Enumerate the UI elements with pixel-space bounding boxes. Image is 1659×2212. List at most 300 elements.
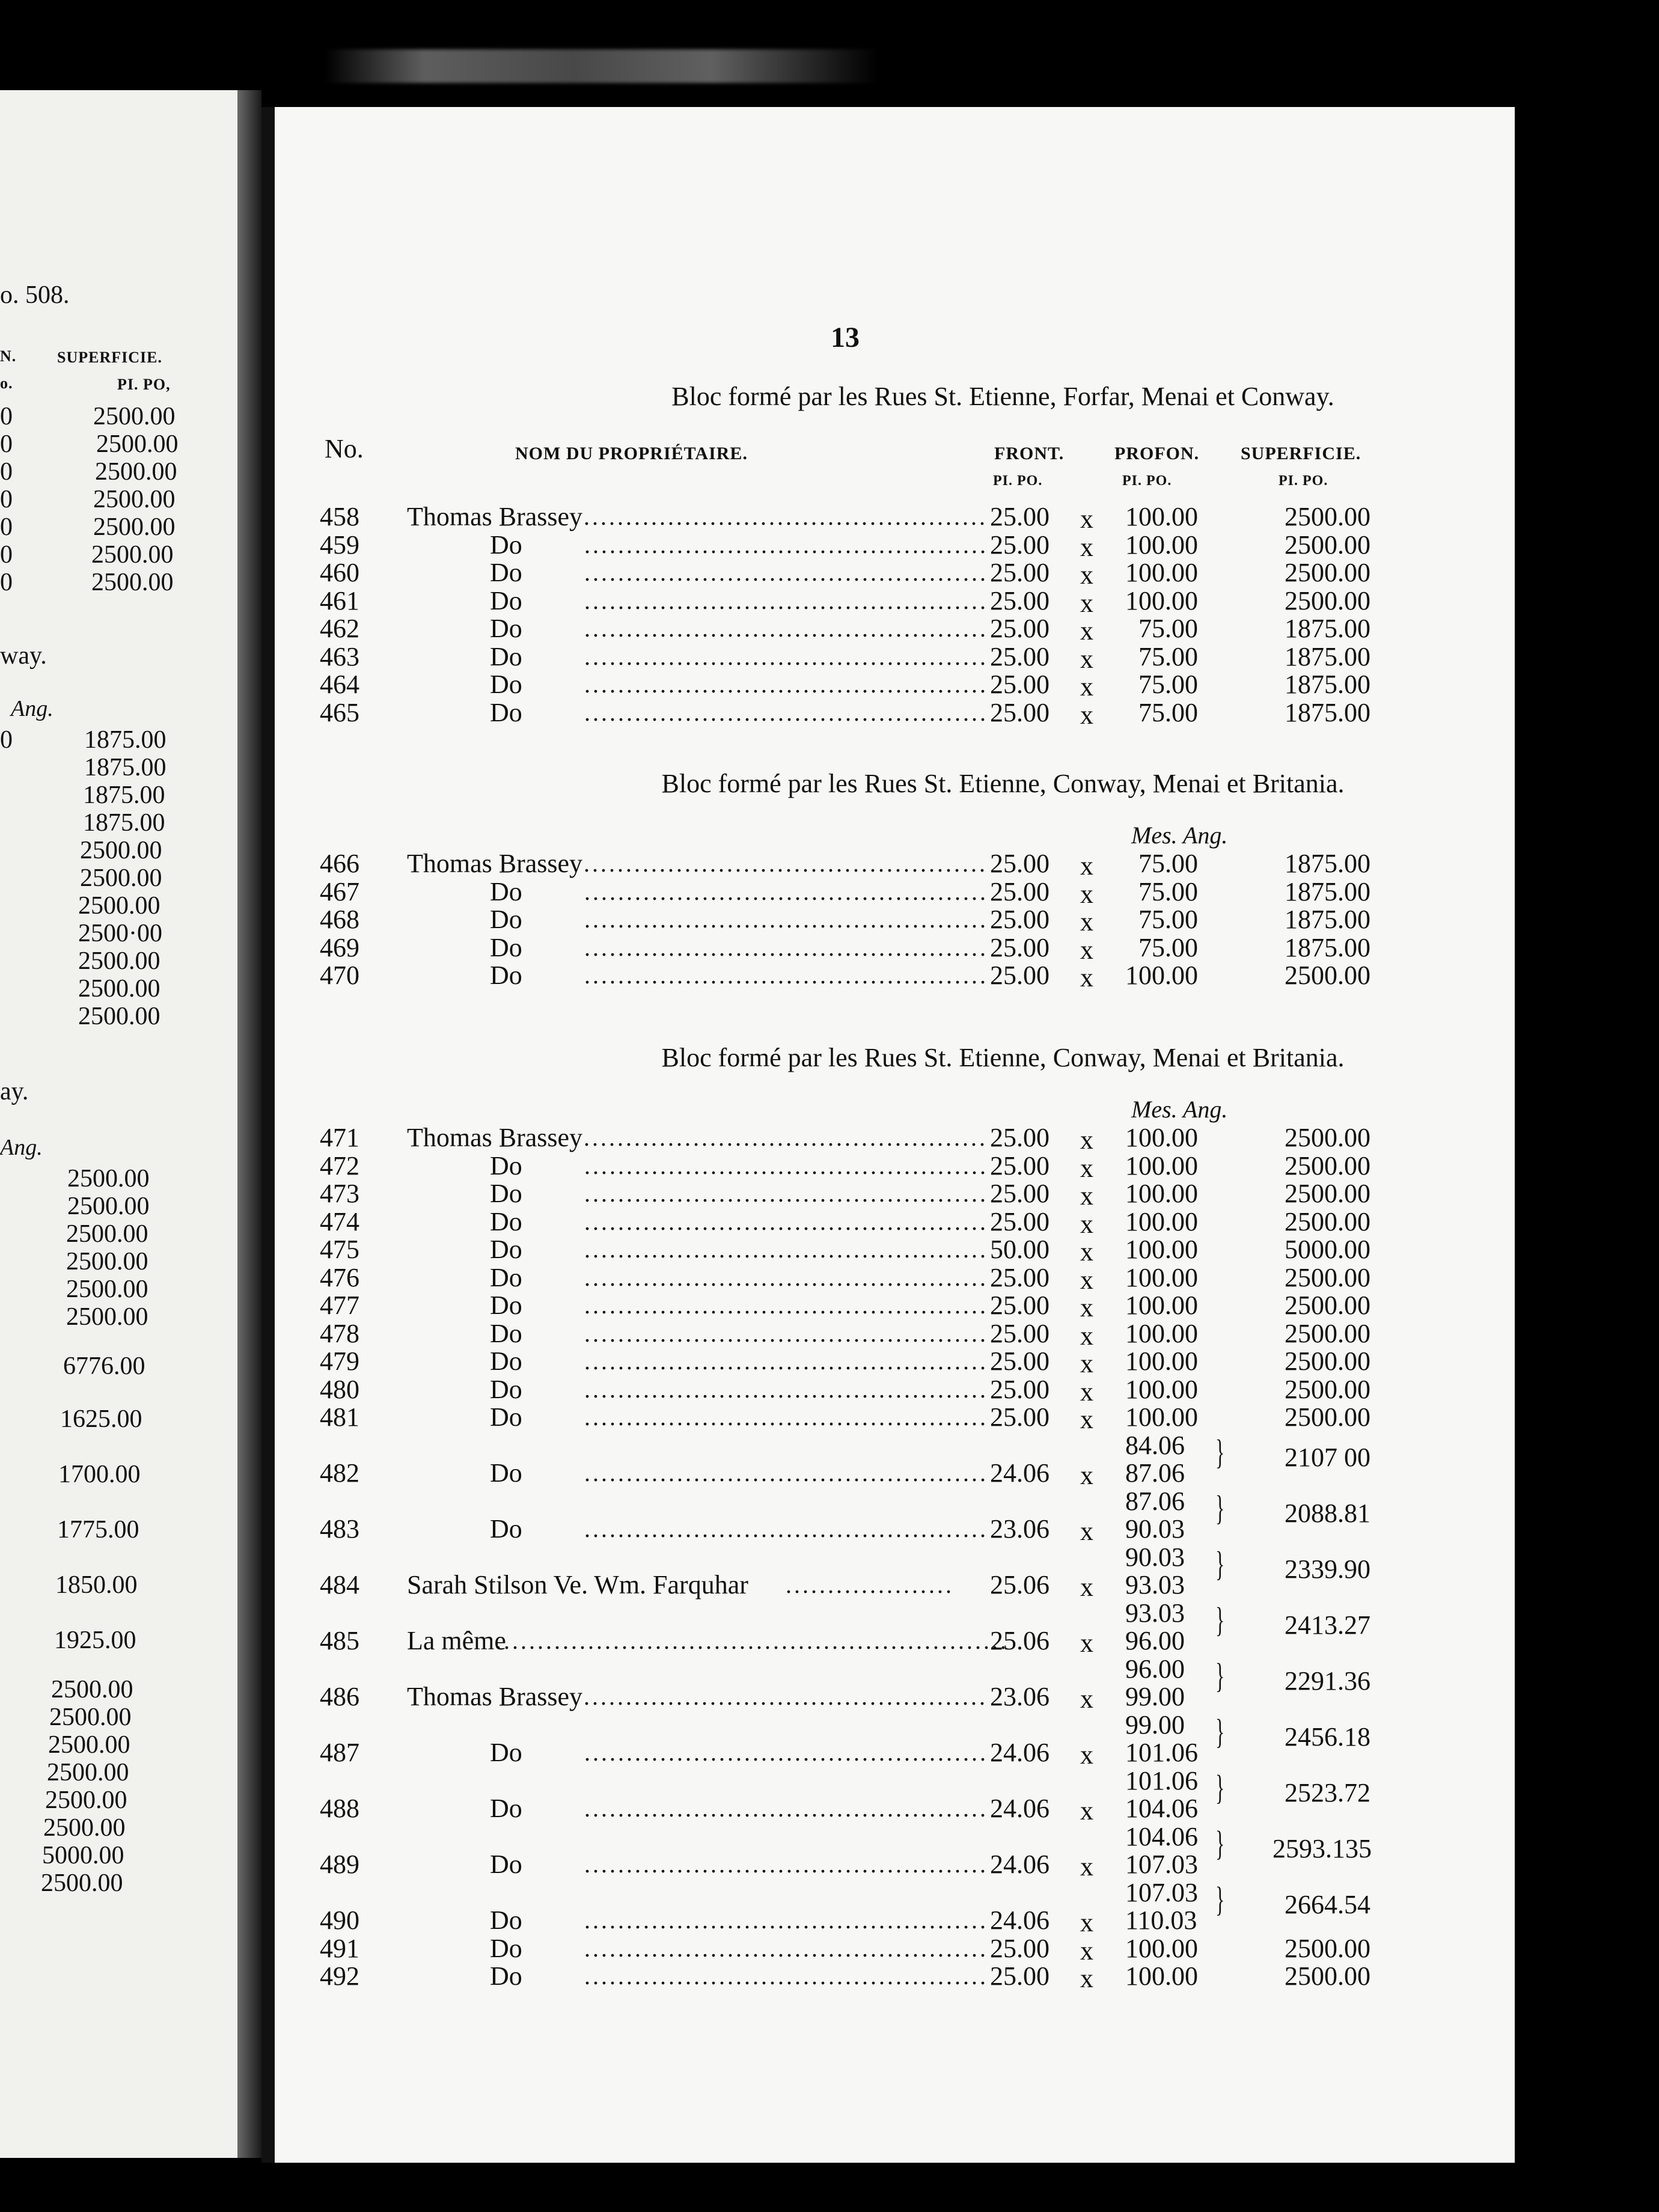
dot-leader: ................................................: [584, 1739, 988, 1766]
lot-number: 476: [320, 1262, 359, 1292]
times-sign: x: [1080, 851, 1093, 881]
owner-name: Sarah Stilson Ve. Wm. Farquhar: [407, 1570, 748, 1599]
facing-page-text: 2500·00: [78, 920, 162, 947]
dot-leader: ................................................: [584, 671, 988, 698]
facing-page-text: 2500.00: [91, 569, 174, 596]
times-sign: x: [1080, 1293, 1093, 1322]
facing-page-text: o. 508.: [0, 281, 70, 309]
front-value: 24.06: [990, 1905, 1049, 1935]
mes-ang-header: Mes. Ang.: [1131, 1096, 1228, 1123]
superficie-value: 1875.00: [1285, 670, 1370, 699]
facing-page-text: 2500.00: [95, 458, 177, 486]
front-value: 25.06: [990, 1570, 1049, 1599]
profon-value-upper: 99.00: [1125, 1709, 1185, 1740]
dot-leader: ................................................: [584, 1375, 988, 1403]
dot-leader: ................................................: [584, 1236, 988, 1263]
brace-glyph: }: [1215, 1599, 1225, 1639]
facing-page-text: 2500.00: [80, 864, 162, 892]
owner-name: Do: [490, 1514, 522, 1544]
facing-page-text: 1875.00: [84, 754, 167, 781]
profon-value: 100.00: [1125, 1206, 1198, 1236]
times-sign: x: [1080, 1349, 1093, 1378]
times-sign: x: [1080, 907, 1093, 936]
front-value: 25.00: [990, 585, 1049, 616]
facing-page-text: 0: [0, 458, 13, 486]
front-value: 25.00: [990, 849, 1049, 878]
owner-name: Thomas Brassey: [407, 1123, 583, 1152]
profon-value-upper: 90.03: [1125, 1542, 1185, 1572]
times-sign: x: [1080, 1321, 1093, 1351]
front-value: 25.00: [990, 670, 1049, 699]
facing-page-text: 0: [0, 569, 13, 596]
facing-page-text: 2500.00: [41, 1869, 123, 1897]
front-value: 50.00: [990, 1235, 1049, 1264]
superficie-value: 2593.135: [1273, 1833, 1372, 1863]
profon-value: 100.00: [1125, 585, 1198, 616]
profon-value-lower: 104.06: [1125, 1794, 1198, 1823]
dot-leader: ................................................: [584, 1292, 988, 1319]
profon-value-upper: 87.06: [1125, 1486, 1185, 1516]
dot-leader: ................................................: [584, 559, 988, 586]
dot-leader: ................................................: [584, 1795, 988, 1822]
profon-value-lower: 107.03: [1125, 1850, 1198, 1879]
superficie-value: 1875.00: [1285, 641, 1370, 671]
dot-leader: ................................................: [584, 878, 988, 905]
lot-number: 489: [320, 1850, 359, 1879]
lot-number: 462: [320, 614, 359, 643]
times-sign: x: [1080, 504, 1093, 534]
dot-leader: ................................................: [584, 1348, 988, 1375]
document-page: [261, 107, 1515, 2163]
brace-glyph: }: [1215, 1879, 1225, 1919]
profon-value: 100.00: [1125, 1346, 1198, 1376]
times-sign: x: [1080, 1376, 1093, 1407]
column-header-superficie: SUPERFICIE.: [1241, 444, 1361, 463]
lot-number: 490: [320, 1905, 359, 1935]
facing-page-text: 2500.00: [51, 1676, 133, 1703]
owner-name: Do: [490, 670, 522, 699]
front-value: 25.00: [990, 641, 1049, 671]
owner-name: Do: [490, 1318, 522, 1348]
page-number: 13: [831, 322, 860, 353]
lot-number: 481: [320, 1402, 359, 1432]
profon-value-upper: 104.06: [1125, 1821, 1198, 1851]
facing-page-text: 2500.00: [66, 1303, 148, 1331]
times-sign: x: [1080, 1153, 1093, 1183]
superficie-value: 2500.00: [1285, 1206, 1370, 1236]
facing-page-text: 5000.00: [42, 1842, 124, 1869]
lot-number: 478: [320, 1318, 359, 1348]
lot-number: 475: [320, 1235, 359, 1264]
owner-name: Do: [490, 697, 522, 727]
facing-page-text: Ang.: [0, 1135, 43, 1160]
front-value: 25.00: [990, 905, 1049, 934]
unit-header-front: PI. PO.: [993, 473, 1043, 489]
owner-name: Do: [490, 530, 522, 560]
block-title: Bloc formé par les Rues St. Etienne, Conway, Menai et Britania.: [661, 769, 1345, 798]
facing-page-text: 1850.00: [55, 1571, 138, 1599]
superficie-value: 1875.00: [1285, 849, 1370, 878]
dot-leader: ................................................: [584, 503, 988, 530]
times-sign: x: [1080, 616, 1093, 646]
facing-page-text: 2500.00: [67, 1165, 150, 1193]
owner-name: Do: [490, 1262, 522, 1292]
superficie-value: 1875.00: [1285, 614, 1370, 643]
lot-number: 459: [320, 530, 359, 560]
front-value: 25.00: [990, 502, 1049, 531]
times-sign: x: [1080, 1628, 1093, 1658]
column-header-profon: PROFON.: [1114, 444, 1200, 463]
lot-number: 472: [320, 1150, 359, 1181]
facing-page-text: ay.: [0, 1078, 29, 1105]
times-sign: x: [1080, 1265, 1093, 1295]
owner-name: Do: [490, 876, 522, 906]
facing-page-text: 2500.00: [48, 1731, 130, 1759]
brace-glyph: }: [1215, 1655, 1225, 1695]
superficie-value: 2291.36: [1285, 1666, 1370, 1696]
times-sign: x: [1080, 1796, 1093, 1826]
scan-edge: [1515, 107, 1560, 2211]
owner-name: Do: [490, 1850, 522, 1879]
front-value: 25.00: [990, 1262, 1049, 1292]
lot-number: 466: [320, 849, 359, 878]
times-sign: x: [1080, 1936, 1093, 1966]
superficie-value: 2107 00: [1285, 1442, 1370, 1472]
times-sign: x: [1080, 1964, 1093, 1993]
profon-value: 75.00: [1138, 697, 1198, 727]
dot-leader: ................................................: [584, 1208, 988, 1235]
dot-leader: ................................................: [584, 1907, 988, 1934]
profon-value-lower: 96.00: [1125, 1626, 1185, 1655]
owner-name: Do: [490, 961, 522, 990]
profon-value: 75.00: [1138, 614, 1198, 643]
facing-page-text: o.: [0, 374, 13, 392]
times-sign: x: [1080, 1684, 1093, 1714]
lot-number: 474: [320, 1206, 359, 1236]
times-sign: x: [1080, 672, 1093, 701]
times-sign: x: [1080, 963, 1093, 992]
dot-leader: .............................................................: [495, 1627, 1009, 1654]
dot-leader: ................................................: [584, 933, 988, 961]
superficie-value: 2500.00: [1285, 1346, 1370, 1376]
dot-leader: ................................................: [584, 615, 988, 642]
owner-name: Do: [490, 1794, 522, 1823]
times-sign: x: [1080, 560, 1093, 590]
times-sign: x: [1080, 1181, 1093, 1211]
facing-page-text: 2500.00: [80, 837, 162, 864]
facing-page-text: 1775.00: [57, 1516, 139, 1544]
profon-value: 100.00: [1125, 961, 1198, 990]
times-sign: x: [1080, 1572, 1093, 1602]
superficie-value: 2500.00: [1285, 1961, 1370, 1991]
owner-name: Do: [490, 1933, 522, 1963]
profon-value-lower: 99.00: [1125, 1682, 1185, 1711]
facing-page-text: 0: [0, 403, 13, 430]
lot-number: 463: [320, 641, 359, 671]
dot-leader: ................................................: [584, 1515, 988, 1542]
owner-name: Thomas Brassey: [407, 849, 583, 878]
front-value: 24.06: [990, 1794, 1049, 1823]
dot-leader: ................................................: [584, 1683, 988, 1710]
times-sign: x: [1080, 644, 1093, 674]
superficie-value: 2413.27: [1285, 1610, 1370, 1640]
dot-leader: ................................................: [584, 1124, 988, 1151]
superficie-value: 5000.00: [1285, 1235, 1370, 1264]
superficie-value: 2500.00: [1285, 1179, 1370, 1208]
column-header-no: No.: [325, 434, 364, 463]
owner-name: Do: [490, 1374, 522, 1404]
profon-value-lower: 101.06: [1125, 1738, 1198, 1767]
profon-value: 100.00: [1125, 530, 1198, 560]
superficie-value: 2500.00: [1285, 1374, 1370, 1404]
front-value: 25.00: [990, 961, 1049, 990]
times-sign: x: [1080, 1517, 1093, 1546]
profon-value-upper: 93.03: [1125, 1598, 1185, 1628]
facing-page-text: SUPERFICIE.: [57, 349, 162, 366]
front-value: 25.00: [990, 1346, 1049, 1376]
profon-value-lower: 90.03: [1125, 1514, 1185, 1544]
superficie-value: 2088.81: [1285, 1498, 1370, 1528]
profon-value-upper: 96.00: [1125, 1654, 1185, 1684]
front-value: 25.00: [990, 1206, 1049, 1236]
superficie-value: 2339.90: [1285, 1554, 1370, 1584]
lot-number: 485: [320, 1626, 359, 1655]
profon-value: 100.00: [1125, 1374, 1198, 1404]
facing-page-fragment: [0, 90, 237, 2158]
facing-page-text: 0: [0, 430, 13, 458]
facing-page-text: 2500.00: [93, 403, 176, 430]
facing-page-text: 1875.00: [83, 809, 165, 837]
front-value: 25.00: [990, 1961, 1049, 1991]
facing-page-text: 2500.00: [93, 486, 176, 513]
lot-number: 468: [320, 905, 359, 934]
lot-number: 465: [320, 697, 359, 727]
lot-number: 482: [320, 1458, 359, 1488]
owner-name: Do: [490, 1738, 522, 1767]
owner-name: Do: [490, 932, 522, 962]
facing-page-text: 1625.00: [60, 1405, 142, 1433]
profon-value: 100.00: [1125, 1961, 1198, 1991]
facing-page-text: 2500.00: [93, 513, 176, 541]
dot-leader: ................................................: [584, 962, 988, 989]
profon-value: 100.00: [1125, 1291, 1198, 1320]
brace-glyph: }: [1215, 1711, 1225, 1751]
times-sign: x: [1080, 1740, 1093, 1770]
facing-page-text: 2500.00: [91, 541, 174, 569]
facing-page-text: 0: [0, 513, 13, 541]
owner-name: La même: [407, 1626, 506, 1655]
facing-page-text: 2500.00: [66, 1248, 148, 1276]
owner-name: Do: [490, 1402, 522, 1432]
scan-smudge: [325, 49, 878, 83]
dot-leader: ................................................: [584, 587, 988, 614]
lot-number: 467: [320, 876, 359, 906]
times-sign: x: [1080, 1852, 1093, 1881]
facing-page-text: PI. PO,: [117, 376, 171, 393]
profon-value: 75.00: [1138, 932, 1198, 962]
block-title: Bloc formé par les Rues St. Etienne, Conway, Menai et Britania.: [661, 1043, 1345, 1072]
superficie-value: 2456.18: [1285, 1722, 1370, 1752]
page-gutter: [237, 90, 261, 2158]
times-sign: x: [1080, 879, 1093, 909]
dot-leader: ................................................: [584, 850, 988, 877]
facing-page-text: 2500.00: [78, 892, 160, 920]
facing-page-text: 2500.00: [67, 1193, 150, 1220]
front-value: 25.00: [990, 932, 1049, 962]
superficie-value: 2664.54: [1285, 1889, 1370, 1919]
dot-leader: ................................................: [584, 643, 988, 670]
profon-value: 75.00: [1138, 641, 1198, 671]
unit-header-superficie: PI. PO.: [1279, 473, 1328, 489]
times-sign: x: [1080, 588, 1093, 618]
front-value: 25.00: [990, 1150, 1049, 1181]
profon-value: 100.00: [1125, 558, 1198, 587]
column-header-front: FRONT.: [994, 444, 1065, 463]
dot-leader: ................................................: [584, 1851, 988, 1878]
front-value: 25.00: [990, 1179, 1049, 1208]
facing-page-text: 0: [0, 541, 13, 569]
lot-number: 461: [320, 585, 359, 616]
dot-leader: ................................................: [584, 1263, 988, 1291]
superficie-value: 1875.00: [1285, 697, 1370, 727]
facing-page-text: 2500.00: [45, 1786, 127, 1814]
dot-leader: ................................................: [584, 1404, 988, 1431]
front-value: 23.06: [990, 1682, 1049, 1711]
dot-leader: ....................: [786, 1571, 954, 1598]
front-value: 25.00: [990, 1123, 1049, 1152]
brace-glyph: }: [1215, 1544, 1225, 1583]
profon-value: 100.00: [1125, 1262, 1198, 1292]
lot-number: 486: [320, 1682, 359, 1711]
owner-name: Do: [490, 1346, 522, 1376]
brace-glyph: }: [1215, 1488, 1225, 1527]
front-value: 25.00: [990, 1402, 1049, 1432]
brace-glyph: }: [1215, 1432, 1225, 1471]
front-value: 25.00: [990, 558, 1049, 587]
lot-number: 460: [320, 558, 359, 587]
profon-value: 100.00: [1125, 1179, 1198, 1208]
dot-leader: ................................................: [584, 1152, 988, 1179]
front-value: 24.06: [990, 1850, 1049, 1879]
lot-number: 464: [320, 670, 359, 699]
facing-page-text: 2500.00: [66, 1220, 148, 1248]
times-sign: x: [1080, 935, 1093, 965]
dot-leader: ................................................: [584, 1319, 988, 1347]
lot-number: 480: [320, 1374, 359, 1404]
profon-value: 100.00: [1125, 1933, 1198, 1963]
facing-page-text: 1875.00: [83, 781, 165, 809]
owner-name: Do: [490, 1206, 522, 1236]
owner-name: Do: [490, 641, 522, 671]
lot-number: 470: [320, 961, 359, 990]
facing-page-text: 2500.00: [47, 1759, 129, 1786]
facing-page-text: 1875.00: [84, 726, 167, 754]
profon-value: 100.00: [1125, 1150, 1198, 1181]
superficie-value: 2500.00: [1285, 1402, 1370, 1432]
superficie-value: 2500.00: [1285, 585, 1370, 616]
profon-value-lower: 93.03: [1125, 1570, 1185, 1599]
superficie-value: 2523.72: [1285, 1777, 1370, 1807]
facing-page-text: 2500.00: [78, 1003, 160, 1030]
front-value: 24.06: [990, 1738, 1049, 1767]
superficie-value: 2500.00: [1285, 530, 1370, 560]
profon-value: 100.00: [1125, 1123, 1198, 1152]
column-header-owner: NOM DU PROPRIÉTAIRE.: [515, 444, 748, 463]
profon-value: 75.00: [1138, 876, 1198, 906]
profon-value: 75.00: [1138, 670, 1198, 699]
owner-name: Do: [490, 905, 522, 934]
dot-leader: ................................................: [584, 1934, 988, 1962]
owner-name: Do: [490, 1905, 522, 1935]
superficie-value: 2500.00: [1285, 558, 1370, 587]
superficie-value: 1875.00: [1285, 932, 1370, 962]
superficie-value: 2500.00: [1285, 1262, 1370, 1292]
profon-value-upper: 84.06: [1125, 1430, 1185, 1460]
superficie-value: 2500.00: [1285, 961, 1370, 990]
profon-value-upper: 101.06: [1125, 1765, 1198, 1795]
block-title: Bloc formé par les Rues St. Etienne, Forfar, Menai et Conway.: [671, 382, 1334, 411]
facing-page-text: 6776.00: [63, 1352, 145, 1380]
superficie-value: 2500.00: [1285, 1123, 1370, 1152]
profon-value: 100.00: [1125, 1235, 1198, 1264]
dot-leader: ................................................: [584, 1180, 988, 1207]
profon-value: 75.00: [1138, 849, 1198, 878]
superficie-value: 1875.00: [1285, 905, 1370, 934]
unit-header-profon: PI. PO.: [1122, 473, 1172, 489]
owner-name: Do: [490, 1458, 522, 1488]
brace-glyph: }: [1215, 1767, 1225, 1807]
profon-value-lower: 110.03: [1125, 1905, 1197, 1935]
superficie-value: 2500.00: [1285, 1150, 1370, 1181]
owner-name: Do: [490, 614, 522, 643]
mes-ang-header: Mes. Ang.: [1131, 822, 1228, 849]
times-sign: x: [1080, 1461, 1093, 1490]
profon-value: 75.00: [1138, 905, 1198, 934]
owner-name: Thomas Brassey: [407, 1682, 583, 1711]
superficie-value: 2500.00: [1285, 1318, 1370, 1348]
profon-value: 100.00: [1125, 1318, 1198, 1348]
superficie-value: 2500.00: [1285, 502, 1370, 531]
profon-value-upper: 107.03: [1125, 1877, 1198, 1907]
facing-page-text: 2500.00: [49, 1703, 132, 1731]
lot-number: 471: [320, 1123, 359, 1152]
profon-value-lower: 87.06: [1125, 1458, 1185, 1488]
front-value: 24.06: [990, 1458, 1049, 1488]
owner-name: Do: [490, 1150, 522, 1181]
front-value: 25.00: [990, 876, 1049, 906]
brace-glyph: }: [1215, 1823, 1225, 1863]
superficie-value: 2500.00: [1285, 1291, 1370, 1320]
owner-name: Thomas Brassey: [407, 502, 583, 531]
facing-page-text: 2500.00: [96, 430, 179, 458]
front-value: 25.06: [990, 1626, 1049, 1655]
facing-page-text: Ang.: [11, 696, 53, 721]
dot-leader: ................................................: [584, 698, 988, 726]
owner-name: Do: [490, 1235, 522, 1264]
lot-number: 473: [320, 1179, 359, 1208]
owner-name: Do: [490, 585, 522, 616]
lot-number: 483: [320, 1514, 359, 1544]
facing-page-text: 0: [0, 726, 13, 754]
times-sign: x: [1080, 1405, 1093, 1434]
dot-leader: ................................................: [584, 1459, 988, 1486]
front-value: 25.00: [990, 1374, 1049, 1404]
front-value: 25.00: [990, 1318, 1049, 1348]
facing-page-text: 2500.00: [78, 947, 160, 975]
facing-page-text: 2500.00: [78, 975, 160, 1003]
dot-leader: ................................................: [584, 906, 988, 933]
lot-number: 487: [320, 1738, 359, 1767]
